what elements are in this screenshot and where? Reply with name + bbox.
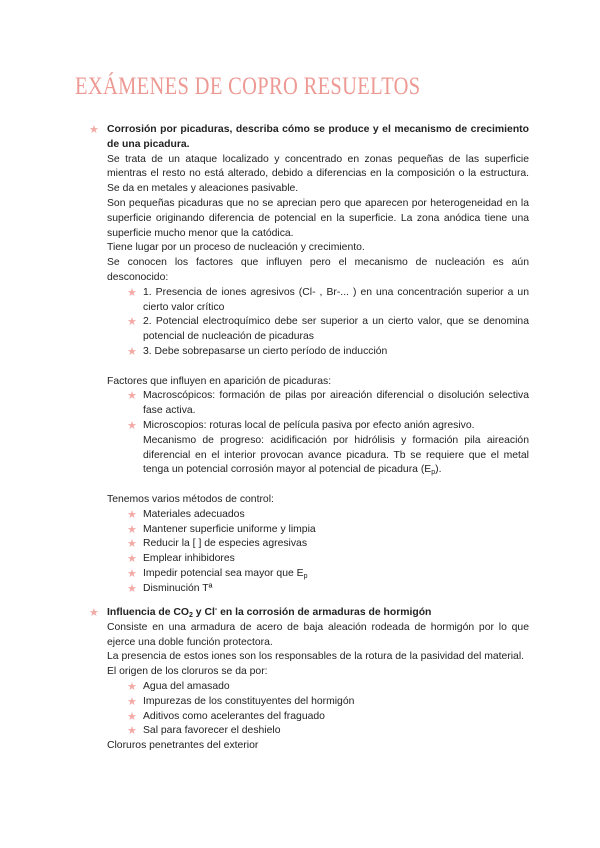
list-item: ★ 2. Potencial electroquímico debe ser superior a un cierto valor, que se denomina potencial de nucleación de picaduras	[127, 316, 529, 343]
list-item: ★ 1. Presencia de iones agresivos (Cl- , Br-... ) en una concentración superior a un cierto valor crítico	[127, 286, 529, 313]
paragraph: Tiene lugar por un proceso de nucleación y crecimiento.	[107, 242, 365, 254]
star-icon: ★	[127, 567, 137, 580]
star-icon: ★	[127, 680, 137, 693]
list-item: ★ Reducir la [ ] de especies agresivas	[127, 538, 308, 551]
star-icon: ★	[127, 345, 137, 358]
chloride-origin-list	[89, 680, 529, 739]
star-icon: ★	[127, 582, 137, 595]
nucleation-factors-list	[89, 286, 529, 360]
star-icon: ★	[127, 538, 137, 551]
star-icon: ★	[127, 286, 137, 299]
list-item: ★ Microscopios: roturas local de película pasiva por efecto anión agresivo. Mecanismo de progreso: acidificación por hidrólisis y formación pila aireación diferencial en el interior provocan avance picadura. Tb se requiere que el metal tenga un potencial corrosión mayor al potencial de picadura $(E_p)$.	[127, 419, 529, 477]
paragraph: Se trata de un ataque localizado y concentrado en zonas pequeñas de las superficie mientras el resto no está alterado, debido a diferencias en la composición o la estructura. Se da en metales y aleaciones pasivable.	[107, 153, 529, 195]
star-icon: ★	[127, 508, 137, 521]
star-icon: ★	[127, 390, 137, 403]
list-item: ★ Impedir potencial sea mayor que $E_p$	[127, 567, 308, 580]
paragraph: El origen de los cloruros se da por:	[107, 666, 268, 678]
star-icon: ★	[127, 523, 137, 536]
list-item: ★ Aditivos como acelerantes del fraguado	[127, 710, 325, 723]
paragraph: Tenemos varios métodos de control:	[107, 493, 274, 505]
paragraph: Se conocen los factores que influyen pero el mecanismo de nucleación es aún desconocido:	[107, 257, 529, 283]
paragraph: La presencia de estos iones son los responsables de la rotura de la pasividad del material.	[107, 651, 525, 663]
star-icon: ★	[127, 553, 137, 566]
list-item: ★ Emplear inhibidores	[127, 553, 235, 566]
section-heading: ★ Corrosión por picaduras, describa cómo se produce y el mecanismo de crecimiento de una picadura.	[89, 124, 529, 150]
star-icon: ★	[89, 607, 99, 619]
factors-list	[89, 389, 529, 478]
star-icon: ★	[127, 316, 137, 329]
star-icon: ★	[127, 710, 137, 723]
star-icon: ★	[127, 725, 137, 738]
paragraph: Factores que influyen en aparición de picaduras:	[107, 375, 332, 387]
star-icon: ★	[127, 695, 137, 708]
section-heading: ★ Influencia de $CO_2$ y Cl- en la corrosión de armaduras de hormigón	[89, 606, 432, 619]
list-item: ★ Agua del amasado	[127, 680, 230, 693]
paragraph: Cloruros penetrantes del exterior	[107, 740, 259, 752]
list-item: ★ Disminución Tª	[127, 582, 213, 595]
list-item: ★ 3. Debe sobrepasarse un cierto período de inducción	[127, 345, 388, 358]
list-item: ★ Impurezas de los constituyentes del hormigón	[127, 695, 355, 708]
paragraph: Son pequeñas picaduras que no se aprecian pero que aparecen por heterogeneidad en la superficie originando diferencia de potencial en la superficie. La zona anódica tiene una superficie mucho menor que la catódica.	[107, 197, 529, 239]
control-methods-list	[89, 508, 529, 597]
page-title: EXÁMENES DE COPRO RESUELTOS	[75, 73, 421, 100]
section-corrosion-picaduras	[89, 123, 529, 597]
section-armaduras-hormigon	[89, 606, 529, 754]
list-item: ★ Sal para favorecer el deshielo	[127, 725, 281, 738]
list-item: ★ Materiales adecuados	[127, 508, 245, 521]
star-icon: ★	[127, 419, 137, 432]
list-item: ★ Mantener superficie uniforme y limpia	[127, 523, 316, 536]
list-item: ★ Macroscópicos: formación de pilas por aireación diferencial o disolución selectiva fase activa.	[127, 390, 529, 417]
paragraph: Consiste en una armadura de acero de baja aleación rodeada de hormigón por lo que ejerce una doble función protectora.	[107, 621, 529, 648]
star-icon: ★	[89, 124, 99, 136]
